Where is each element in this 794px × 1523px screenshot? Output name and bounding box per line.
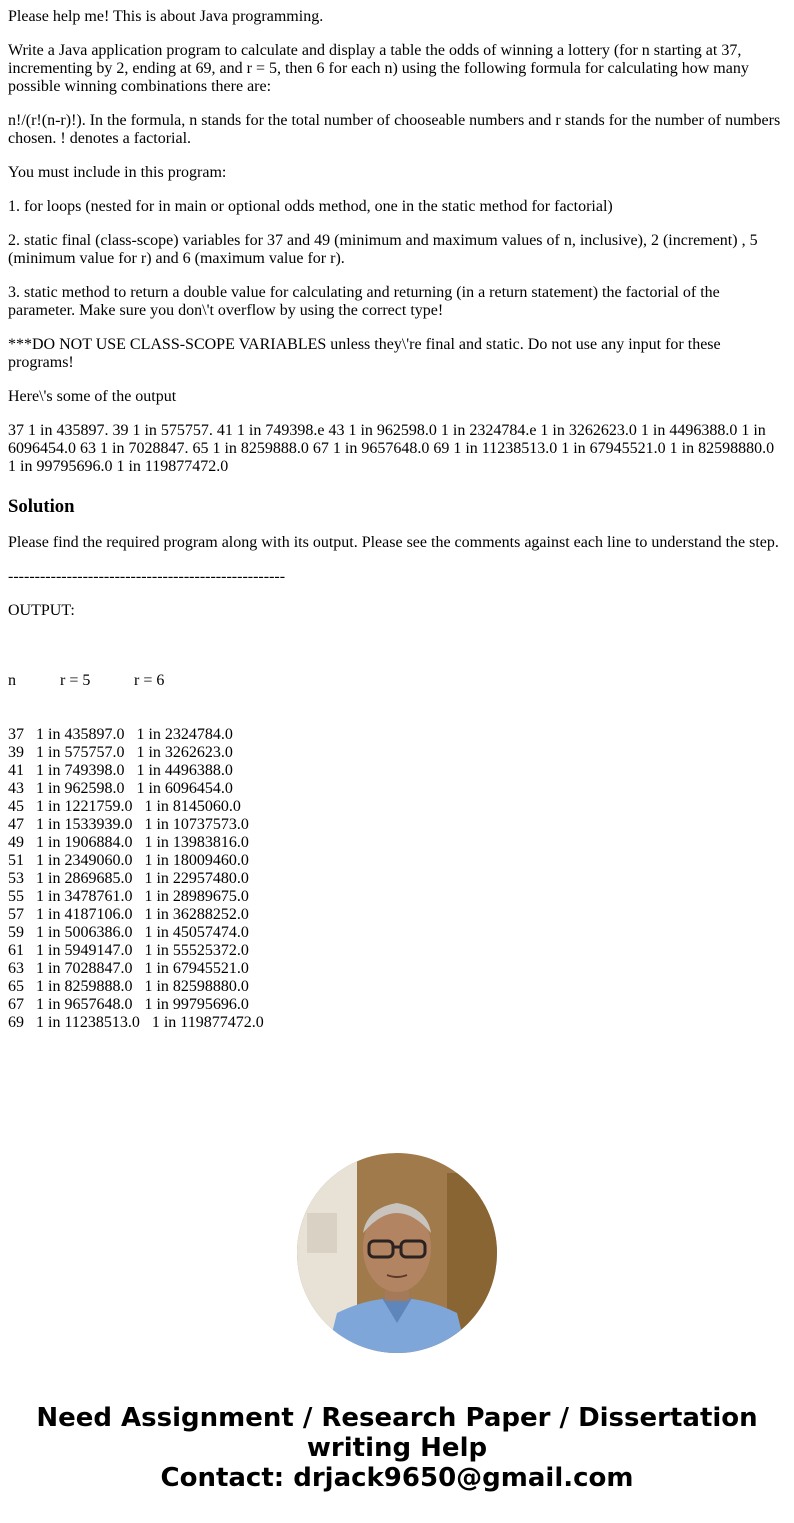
row-r5: 1 in 7028847.0 (36, 960, 133, 977)
row-n: 41 (8, 762, 24, 779)
table-row (8, 816, 786, 834)
table-row (8, 726, 786, 744)
row-r5: 1 in 11238513.0 (36, 1014, 140, 1031)
question-paragraph: Write a Java application program to calculate and display a table the odds of winning a lottery (for n starting at 37, incrementing by 2, ending at 69, and r = 5, then 6 for each n) using the following formula for calculating how many possible winning combinations there are: (8, 42, 749, 95)
question-paragraph: You must include in this program: (8, 164, 227, 181)
output-table-header (8, 672, 786, 690)
row-n: 37 (8, 726, 24, 743)
table-row (8, 960, 786, 978)
row-r6: 1 in 82598880.0 (144, 978, 249, 995)
row-n: 47 (8, 816, 24, 833)
solution-section (8, 534, 786, 1068)
row-r5: 1 in 2869685.0 (36, 870, 133, 887)
promo-banner (0, 1403, 794, 1493)
row-r6: 1 in 119877472.0 (151, 1014, 264, 1031)
row-r6: 1 in 2324784.0 (136, 726, 233, 743)
row-n: 65 (8, 978, 24, 995)
row-r5: 1 in 1906884.0 (36, 834, 133, 851)
row-r6: 1 in 4496388.0 (136, 762, 233, 779)
row-n: 61 (8, 942, 24, 959)
requirement-item: 1. for loops (nested for in main or optional odds method, one in the static method for factorial) (8, 198, 613, 215)
solution-heading: Solution (8, 496, 75, 517)
row-r5: 1 in 5006386.0 (36, 924, 133, 941)
row-r5: 1 in 1533939.0 (36, 816, 133, 833)
promo-line: Need Assignment / Research Paper / Dissertation (36, 1403, 758, 1433)
row-r6: 1 in 67945521.0 (144, 960, 249, 977)
avatar (297, 1153, 497, 1353)
header-r5: r = 5 (60, 672, 91, 689)
row-n: 45 (8, 798, 24, 815)
sample-output-paragraph: 37 1 in 435897. 39 1 in 575757. 41 1 in 749398.e 43 1 in 962598.0 1 in 2324784.e 1 in 3262623.0 1 in 4496388.0 1 in 6096454.0 63 1 in 7028847. 65 1 in 8259888.0 67 1 in 9657648.0 69 1 in 11238513.0 1 in 67945521.0 1 in 82598880.0 1 in 99795696.0 1 in 119877472.0 (8, 422, 775, 475)
row-r5: 1 in 575757.0 (36, 744, 125, 761)
promo-line: writing Help (306, 1433, 488, 1463)
row-r5: 1 in 3478761.0 (36, 888, 133, 905)
row-r6: 1 in 45057474.0 (144, 924, 249, 941)
table-row (8, 780, 786, 798)
row-r5: 1 in 2349060.0 (36, 852, 133, 869)
row-r6: 1 in 55525372.0 (144, 942, 249, 959)
table-row (8, 996, 786, 1014)
row-n: 67 (8, 996, 24, 1013)
table-row (8, 1014, 786, 1032)
output-table (8, 636, 786, 1068)
row-r6: 1 in 22957480.0 (144, 870, 249, 887)
table-row (8, 942, 786, 960)
row-r6: 1 in 36288252.0 (144, 906, 249, 923)
row-r5: 1 in 9657648.0 (36, 996, 133, 1013)
table-row (8, 798, 786, 816)
row-n: 39 (8, 744, 24, 761)
row-r6: 1 in 8145060.0 (144, 798, 241, 815)
output-table-rows (8, 726, 786, 1032)
row-r5: 1 in 435897.0 (36, 726, 125, 743)
question-paragraph: Here\'s some of the output (8, 388, 177, 405)
header-n: n (8, 672, 16, 689)
row-n: 55 (8, 888, 24, 905)
row-n: 57 (8, 906, 24, 923)
person-photo-icon (297, 1153, 497, 1353)
row-n: 69 (8, 1014, 24, 1031)
row-r6: 1 in 10737573.0 (144, 816, 249, 833)
row-r6: 1 in 28989675.0 (144, 888, 249, 905)
divider-line: ---------------------------------------------------- (8, 568, 286, 585)
table-row (8, 924, 786, 942)
table-row (8, 852, 786, 870)
table-row (8, 744, 786, 762)
row-r5: 1 in 8259888.0 (36, 978, 133, 995)
table-row (8, 834, 786, 852)
table-row (8, 888, 786, 906)
row-r5: 1 in 1221759.0 (36, 798, 133, 815)
header-r6: r = 6 (134, 672, 165, 689)
row-r5: 1 in 749398.0 (36, 762, 125, 779)
table-row (8, 762, 786, 780)
document-body (8, 8, 786, 1068)
row-n: 43 (8, 780, 24, 797)
row-n: 51 (8, 852, 24, 869)
row-n: 49 (8, 834, 24, 851)
row-r5: 1 in 962598.0 (36, 780, 125, 797)
row-n: 59 (8, 924, 24, 941)
question-paragraph: Please help me! This is about Java programming. (8, 8, 324, 25)
row-n: 53 (8, 870, 24, 887)
row-r6: 1 in 99795696.0 (144, 996, 249, 1013)
promo-contact: Contact: drjack9650@gmail.com (160, 1463, 634, 1493)
requirement-item: 3. static method to return a double value for calculating and returning (in a return statement) the factorial of the parameter. Make sure you don\'t overflow by using the correct type! (8, 284, 720, 319)
output-label: OUTPUT: (8, 602, 75, 619)
requirement-item: 2. static final (class-scope) variables for 37 and 49 (minimum and maximum values of n, inclusive), 2 (increment) , 5 (minimum value for r) and 6 (maximum value for r). (8, 232, 758, 267)
table-row (8, 906, 786, 924)
solution-intro: Please find the required program along with its output. Please see the comments against each line to understand the step. (8, 534, 779, 551)
warning-paragraph: ***DO NOT USE CLASS-SCOPE VARIABLES unless they\'re final and static. Do not use any input for these programs! (8, 336, 721, 371)
row-r5: 1 in 5949147.0 (36, 942, 133, 959)
row-n: 63 (8, 960, 24, 977)
formula-paragraph: n!/(r!(n-r)!). In the formula, n stands for the total number of chooseable numbers and r stands for the number of numbers chosen. ! denotes a factorial. (8, 112, 781, 147)
question-section (8, 8, 786, 476)
row-r6: 1 in 13983816.0 (144, 834, 249, 851)
row-r6: 1 in 3262623.0 (136, 744, 233, 761)
row-r6: 1 in 18009460.0 (144, 852, 249, 869)
table-row (8, 978, 786, 996)
row-r5: 1 in 4187106.0 (36, 906, 133, 923)
table-row (8, 870, 786, 888)
row-r6: 1 in 6096454.0 (136, 780, 233, 797)
